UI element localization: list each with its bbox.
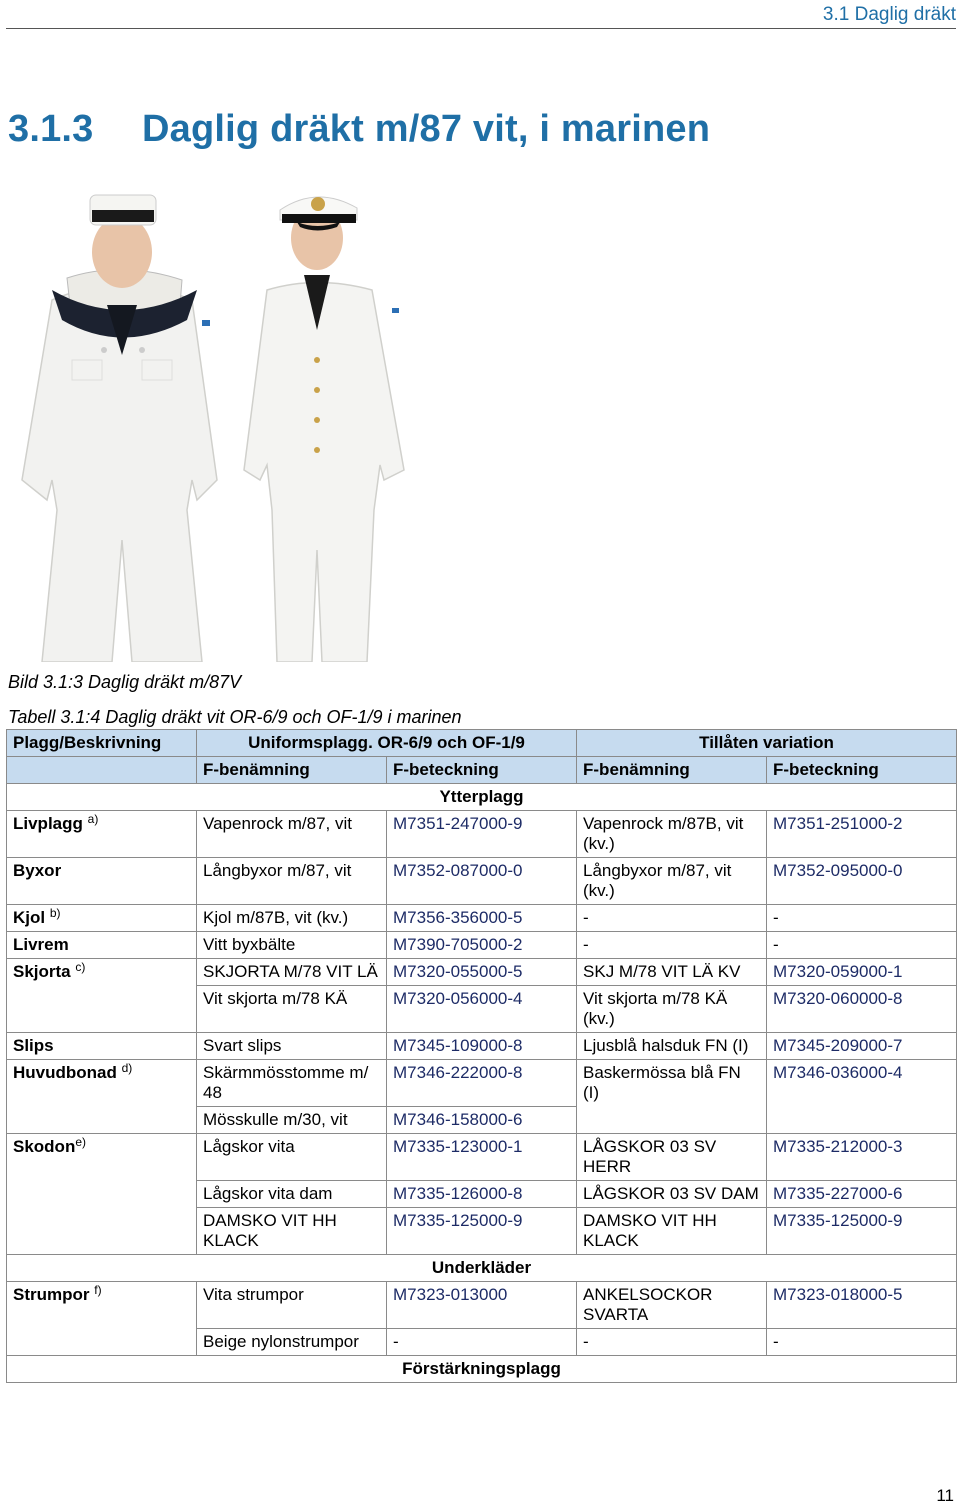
table-subheader-row: [7, 757, 957, 784]
cell-variation-name: DAMSKO VIT HH KLACK: [577, 1208, 767, 1255]
footnote-ref: a): [87, 812, 99, 826]
row-label: Kjol: [13, 908, 46, 927]
table-row: [7, 905, 957, 932]
table-row: [7, 858, 957, 905]
footnote-ref: f): [94, 1283, 102, 1297]
cell-fbeteckning: -: [387, 1329, 577, 1356]
section-label: Underkläder: [7, 1255, 957, 1282]
cell-variation-code: M7335-227000-6: [767, 1181, 957, 1208]
cell-variation-name: LÅGSKOR 03 SV HERR: [577, 1134, 767, 1181]
section-heading: [8, 108, 710, 151]
section-row-forstarkningsplagg: [7, 1356, 957, 1383]
cell-fbeteckning: M7320-056000-4: [387, 986, 577, 1033]
col-header-plagg: Plagg/Beskrivning: [7, 730, 197, 757]
cell-variation-code: M7351-251000-2: [767, 811, 957, 858]
figure-caption: Bild 3.1:3 Daglig dräkt m/87V: [8, 672, 242, 692]
table-row: [7, 1282, 957, 1329]
section-row-ytterplagg: [7, 784, 957, 811]
cell-fbeteckning: M7352-087000-0: [387, 858, 577, 905]
cell-variation-code: M7320-059000-1: [767, 959, 957, 986]
row-label: Livplagg: [13, 814, 83, 833]
table-row: [7, 1134, 957, 1181]
footnote-ref: e): [75, 1135, 87, 1149]
table-header-row: [7, 730, 957, 757]
row-label: Livrem: [13, 935, 69, 954]
running-head: 3.1 Daglig dräkt: [822, 4, 956, 25]
cell-variation-name: Baskermössa blå FN (I): [577, 1060, 767, 1134]
table-row: [7, 932, 957, 959]
row-label: Strumpor: [13, 1285, 90, 1304]
row-label: Slips: [13, 1036, 54, 1055]
cell-fbenamning: Lågskor vita dam: [197, 1181, 387, 1208]
cell-fbeteckning: M7320-055000-5: [387, 959, 577, 986]
cell-fbeteckning: M7346-158000-6: [387, 1107, 577, 1134]
cell-fbenamning: Kjol m/87B, vit (kv.): [197, 905, 387, 932]
cell-fbenamning: Lågskor vita: [197, 1134, 387, 1181]
cell-variation-name: ANKELSOCKOR SVARTA: [577, 1282, 767, 1329]
cell-variation-code: -: [767, 1329, 957, 1356]
cell-fbeteckning: M7335-123000-1: [387, 1134, 577, 1181]
cell-variation-name: Långbyxor m/87, vit (kv.): [577, 858, 767, 905]
row-label: Huvudbonad: [13, 1063, 117, 1082]
subheader-empty: [7, 757, 197, 784]
cell-variation-name: LÅGSKOR 03 SV DAM: [577, 1181, 767, 1208]
cell-fbeteckning: M7335-125000-9: [387, 1208, 577, 1255]
col-header-fbenamning-1: F-benämning: [197, 757, 387, 784]
cell-variation-code: M7335-212000-3: [767, 1134, 957, 1181]
cell-fbeteckning: M7323-013000: [387, 1282, 577, 1329]
cell-fbeteckning: M7345-109000-8: [387, 1033, 577, 1060]
cell-variation-name: Vapenrock m/87B, vit (kv.): [577, 811, 767, 858]
section-row-underklader: [7, 1255, 957, 1282]
section-label: Förstärkningsplagg: [7, 1356, 957, 1383]
row-label: Skodon: [13, 1137, 76, 1156]
cell-fbenamning: Skärmmösstomme m/ 48: [197, 1060, 387, 1107]
col-header-fbenamning-2: F-benämning: [577, 757, 767, 784]
cell-fbenamning: Vit skjorta m/78 KÄ: [197, 986, 387, 1033]
cell-fbenamning: Svart slips: [197, 1033, 387, 1060]
cell-variation-name: -: [577, 932, 767, 959]
section-number: 3.1.3: [8, 108, 94, 150]
footnote-ref: d): [121, 1061, 133, 1075]
cell-variation-name: -: [577, 905, 767, 932]
section-title: Daglig dräkt m/87 vit, i marinen: [142, 108, 711, 150]
page-number: 11: [936, 1486, 954, 1505]
table-row: [7, 1033, 957, 1060]
cell-variation-name: Ljusblå halsduk FN (I): [577, 1033, 767, 1060]
cell-fbenamning: Vita strumpor: [197, 1282, 387, 1329]
cell-variation-code: M7335-125000-9: [767, 1208, 957, 1255]
cell-fbenamning: Vitt byxbälte: [197, 932, 387, 959]
cell-variation-code: M7345-209000-7: [767, 1033, 957, 1060]
cell-fbenamning: SKJORTA M/78 VIT LÄ: [197, 959, 387, 986]
col-header-uniform: Uniformsplagg. OR-6/9 och OF-1/9: [197, 730, 577, 757]
footnote-ref: b): [49, 906, 61, 920]
table-caption: Tabell 3.1:4 Daglig dräkt vit OR-6/9 och OF-1/9 i marinen: [8, 707, 462, 727]
header-rule: [6, 28, 956, 29]
cell-variation-name: Vit skjorta m/78 KÄ (kv.): [577, 986, 767, 1033]
table-row: [7, 959, 957, 986]
uniform-table: [6, 729, 957, 1383]
cell-fbeteckning: M7351-247000-9: [387, 811, 577, 858]
col-header-fbeteckning-1: F-beteckning: [387, 757, 577, 784]
footnote-ref: c): [75, 960, 86, 974]
cell-variation-code: M7352-095000-0: [767, 858, 957, 905]
cell-variation-name: -: [577, 1329, 767, 1356]
col-header-variation: Tillåten variation: [577, 730, 957, 757]
table-row: [7, 811, 957, 858]
cell-fbeteckning: M7346-222000-8: [387, 1060, 577, 1107]
cell-variation-code: M7320-060000-8: [767, 986, 957, 1033]
cell-fbenamning: Vapenrock m/87, vit: [197, 811, 387, 858]
cell-variation-name: SKJ M/78 VIT LÄ KV: [577, 959, 767, 986]
cell-fbeteckning: M7335-126000-8: [387, 1181, 577, 1208]
row-label: Byxor: [13, 861, 62, 880]
cell-variation-code: M7323-018000-5: [767, 1282, 957, 1329]
cell-fbeteckning: M7390-705000-2: [387, 932, 577, 959]
table-row: [7, 1060, 957, 1107]
section-label: Ytterplagg: [7, 784, 957, 811]
cell-variation-code: -: [767, 932, 957, 959]
cell-variation-code: M7346-036000-4: [767, 1060, 957, 1134]
cell-fbenamning: Mösskulle m/30, vit: [197, 1107, 387, 1134]
row-label: Skjorta: [13, 962, 71, 981]
cell-fbeteckning: M7356-356000-5: [387, 905, 577, 932]
cell-fbenamning: DAMSKO VIT HH KLACK: [197, 1208, 387, 1255]
cell-variation-code: -: [767, 905, 957, 932]
cell-fbenamning: Långbyxor m/87, vit: [197, 858, 387, 905]
cell-fbenamning: Beige nylonstrumpor: [197, 1329, 387, 1356]
col-header-fbeteckning-2: F-beteckning: [767, 757, 957, 784]
uniform-photo: [12, 180, 424, 662]
